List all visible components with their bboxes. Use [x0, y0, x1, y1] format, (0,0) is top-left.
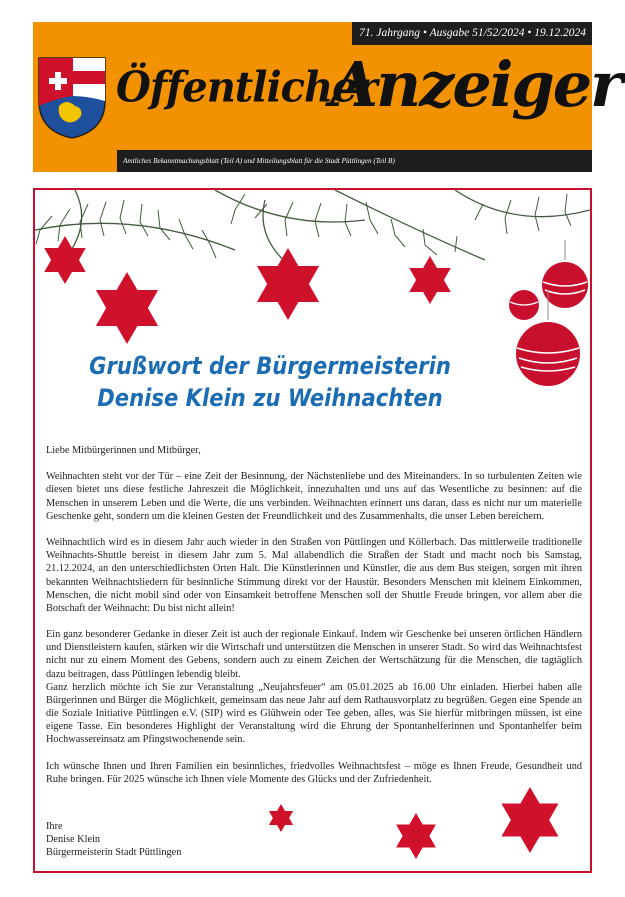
- paragraph: Weihnachten steht vor der Tür – eine Zeit der Besinnung, der Nächstenliebe und des Miteinanders. In so turbulenten Zeiten wie diesen bietet uns diese festliche Jahreszeit die Möglichkeit, innezuhalten und uns auf das Wesentliche zu besinnen: auf die Menschen in unserem Leben und die Werte, die uns verbinden. Weihnachten erinnert uns daran, dass es nicht nur um materielle Geschenke geht, sondern um die kleinen Gesten der Freundlichkeit und des Zusammenhalts, die unser Leben bereichern.: [46, 471, 582, 522]
- masthead: 71. Jahrgang • Ausgabe 51/52/2024 • 19.12.2024 Öffentlicher Anzeiger Amtliches Bekanntmachungsblatt (Teil A) und Mitteilungsblatt für die Stadt Püttlingen (Teil B): [33, 22, 592, 172]
- subtitle-bar: Amtliches Bekanntmachungsblatt (Teil A) und Mitteilungsblatt für die Stadt Püttlingen (Teil B): [117, 150, 592, 172]
- signature: Ihre Denise Klein Bürgermeisterin Stadt Püttlingen: [46, 821, 182, 859]
- issue-info: 71. Jahrgang • Ausgabe 51/52/2024 • 19.12.2024: [352, 22, 592, 45]
- coat-of-arms-icon: [37, 56, 107, 140]
- paragraph: Ganz herzlich möchte ich Sie zur Veranstaltung „Neujahrsfeuer“ am 05.01.2025 ab 16.00 Uhr einladen. Hierbei haben alle Bürgerinnen und Bürger die Möglichkeit, gemeinsam das neue Jahr auf dem Rathausvorplatz zu begrüßen. Gegen eine Spende an die Soziale Initiative Püttlingen e.V. (SIP) wird es Glühwein oder Tee geben, alles, was Sie hierfür mitbringen müssen, ist eine eigene Tasse. Ein besonderes Highlight der Veranstaltung wird die Ehrung der Spontanhelferinnen und Spontanhelfer beim Hochwassereinsatz am Pfingstwochenende sein.: [46, 681, 582, 746]
- article-title: Grußwort der Bürgermeisterin Denise Klein zu Weihnachten: [89, 352, 451, 412]
- article-body: [46, 444, 582, 799]
- salutation: Liebe Mitbürgerinnen und Mitbürger,: [46, 445, 201, 456]
- ornament-icon: [509, 240, 588, 386]
- paragraph: Ein ganz besonderer Gedanke in dieser Zeit ist auch der regionale Einkauf. Indem wir Geschenke bei unseren örtlichen Händlern und Dienstleistern kaufen, stärken wir die Wirtschaft und unterstützen die Menschen in unserer Stadt. So wird das Weihnachtsfest nicht nur zu einem Moment des Gebens, sondern auch zu einem Zeichen der Wertschätzung für die Menschen, die tagtäglich dazu beitragen, dass Püttlingen lebendig bleibt.: [46, 629, 582, 680]
- paragraph: Weihnachtlich wird es in diesem Jahr auch wieder in den Straßen von Püttlingen und Köllerbach. Das mittlerweile traditionelle Weihnachts-Shuttle bereist in diesem Jahr zum 5. Mal allabendlich die Straßen der Stadt und macht noch bis Samstag, 21.12.2024, an den unterschiedlichsten Orten Halt. Die Künstlerinnen und Künstler, die aus dem Bus steigen, sorgen mit ihren bekannten Weihnachtsliedern für besinnliche Stimmung direkt vor der Haustür. Besonders Menschen mit kleinem Einkommen, Menschen, die nicht mobil sind oder von Einsamkeit betroffene Menschen soll der Shuttle Freude bringen, vor allem aber die Botschaft der Weihnacht: Du bist nicht allein!: [46, 537, 582, 614]
- paragraph: Ich wünsche Ihnen und Ihren Familien ein besinnliches, friedvolles Weihnachtsfest – möge es Ihnen Freude, Gesundheit und Ruhe bringen. Für 2025 wünsche ich Ihnen viele Momente des Glücks und der Zufriedenheit.: [46, 760, 582, 785]
